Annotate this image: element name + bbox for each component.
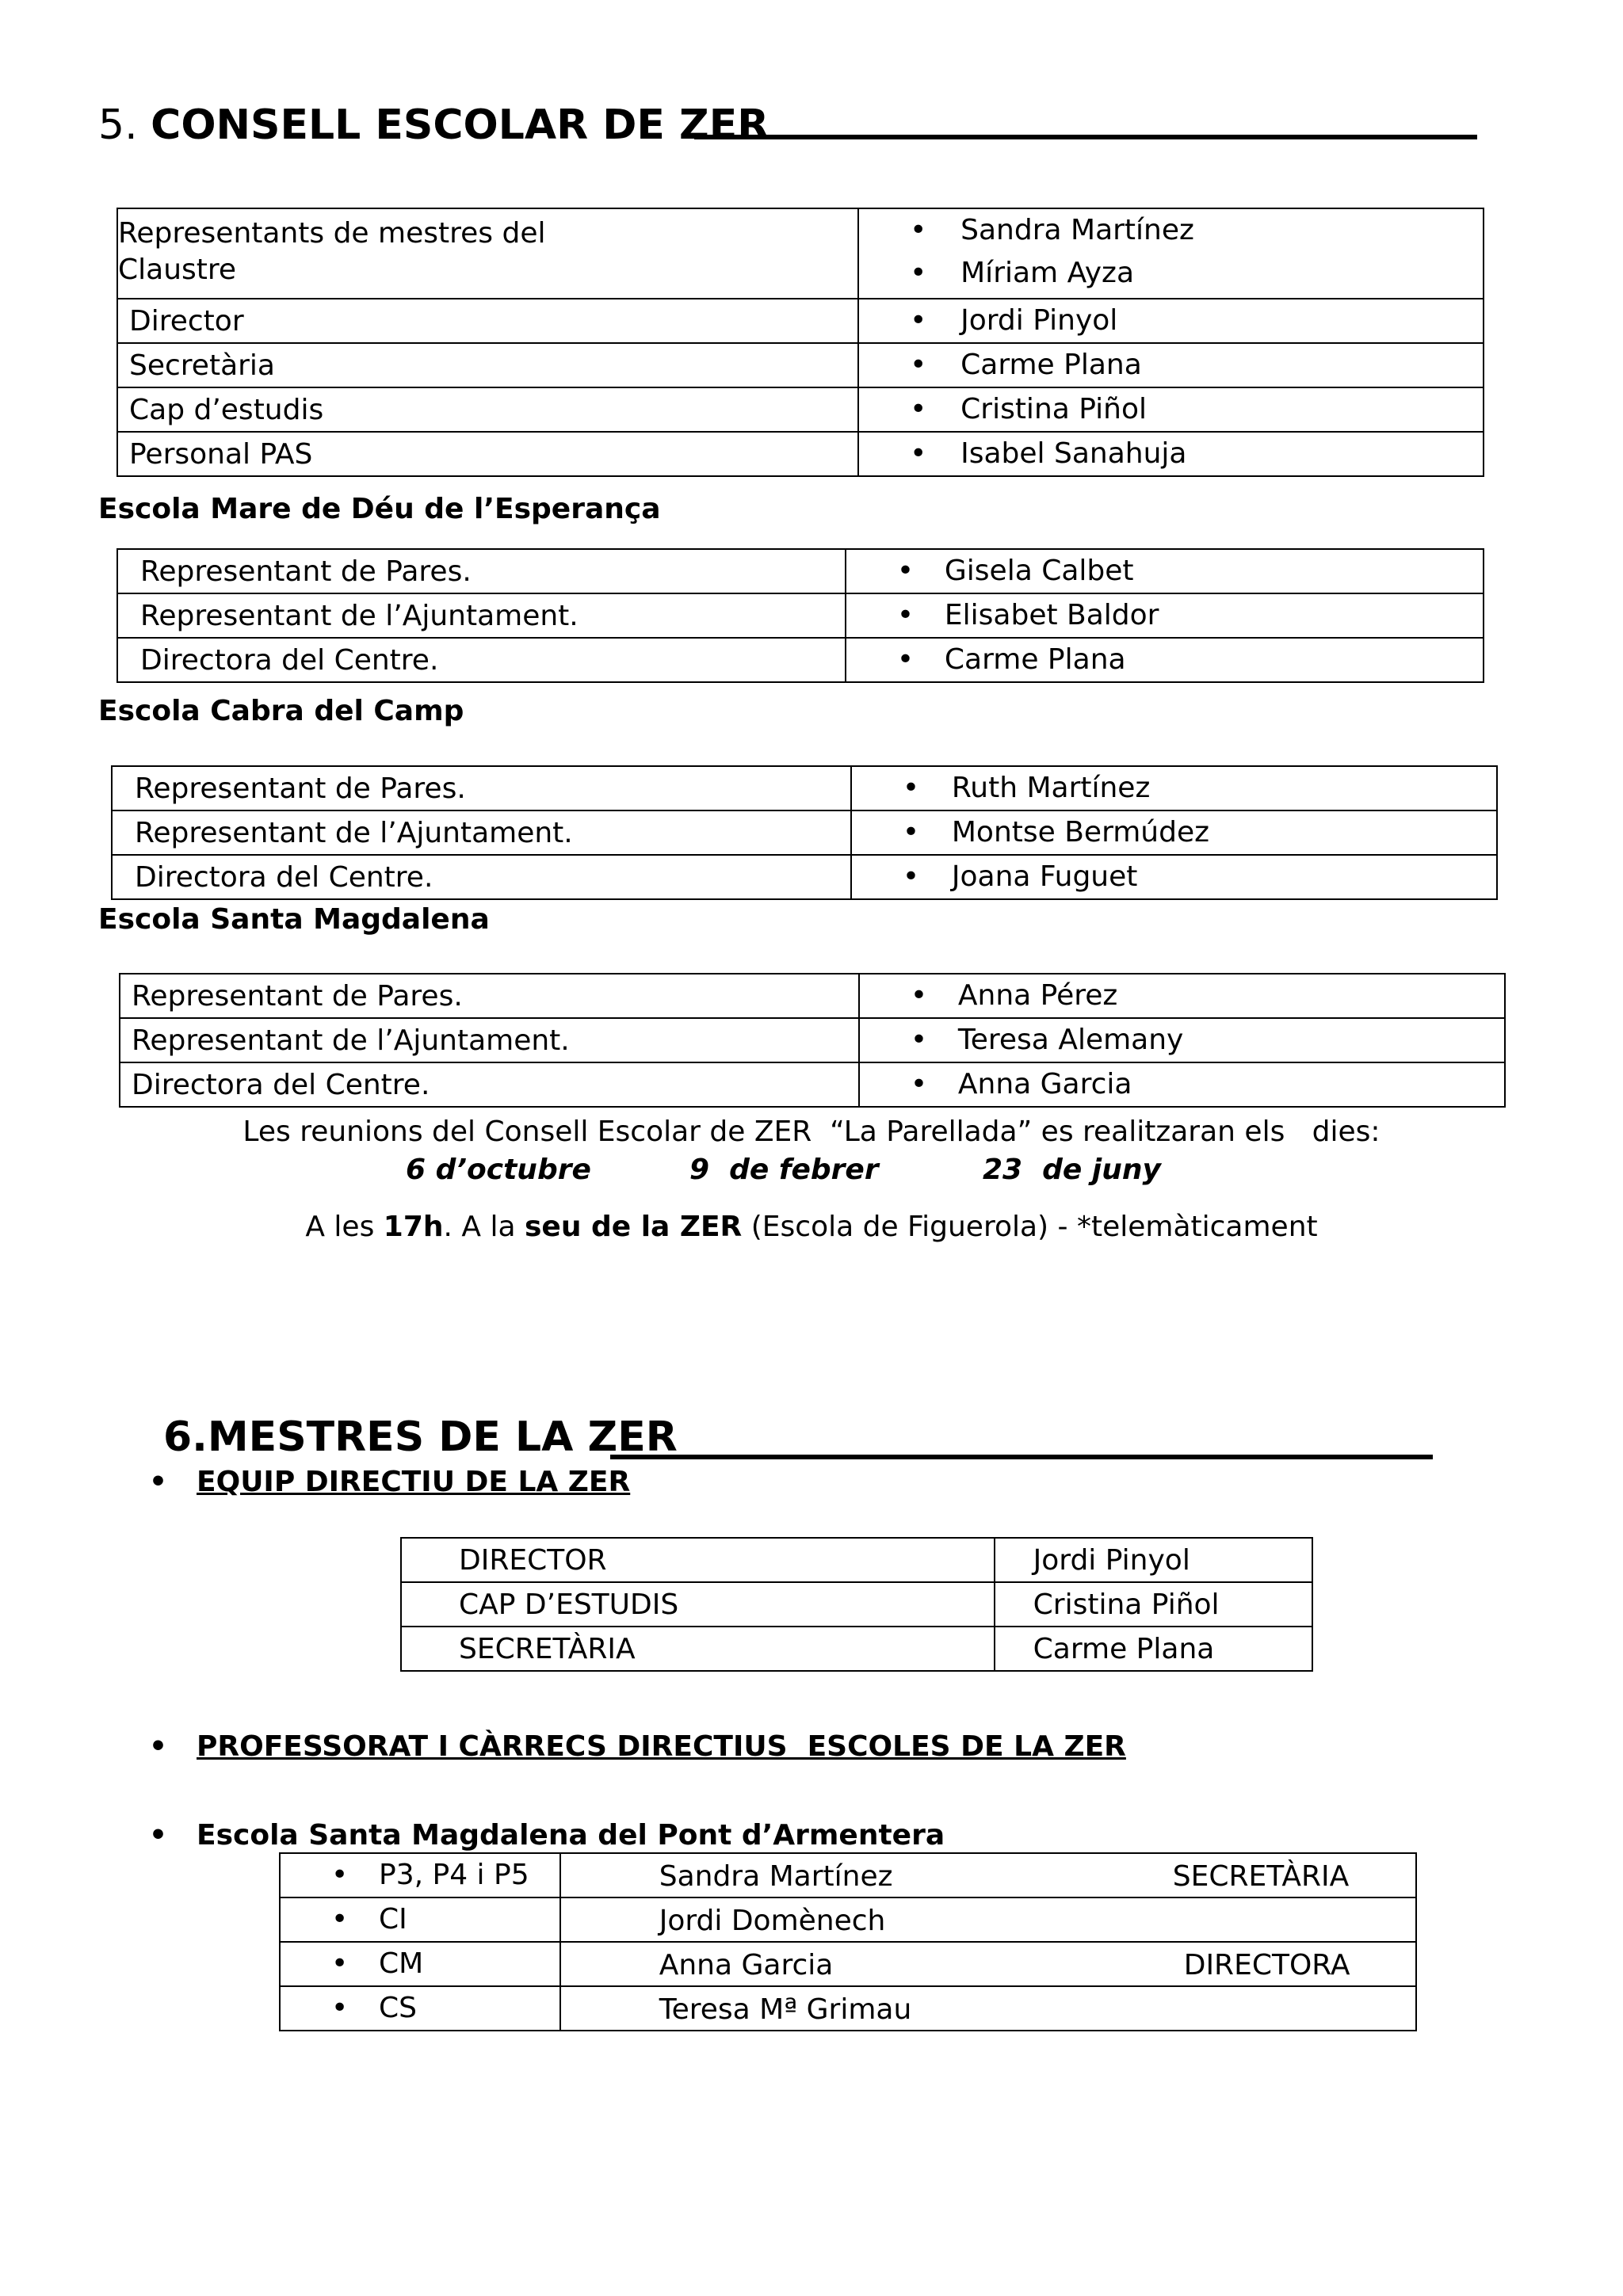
- school-council-table: [116, 548, 1484, 683]
- table-row: [401, 1627, 1312, 1671]
- section5-title: CONSELL ESCOLAR DE ZER: [151, 101, 769, 149]
- teachers-table: [279, 1852, 1417, 2031]
- teachers-school-heading: Escola Santa Magdalena del Pont d’Armentera: [197, 1819, 945, 1852]
- council-member: • Anna Garcia: [860, 1063, 1504, 1106]
- table-row: [117, 432, 1484, 476]
- bullet-icon: •: [149, 1819, 168, 1852]
- section5-heading: [98, 100, 769, 151]
- equip-name: Carme Plana: [1033, 1632, 1215, 1665]
- section6-title: 6.MESTRES DE LA ZER: [163, 1413, 678, 1461]
- teacher-level: • CI: [281, 1898, 559, 1941]
- teacher-name: Jordi Domènech: [659, 1905, 886, 1937]
- council-role: Representant de Pares.: [135, 772, 466, 805]
- table-row: [112, 855, 1497, 899]
- table-row: [401, 1538, 1312, 1582]
- teacher-name: Anna Garcia: [659, 1949, 834, 1981]
- professorat-heading-item: [149, 1730, 1126, 1763]
- council-member: • Elisabet Baldor: [846, 594, 1483, 637]
- table-row: [280, 1942, 1416, 1986]
- table-row: [120, 1062, 1505, 1107]
- council-role: Representant de Pares.: [140, 555, 472, 588]
- equip-role: CAP D’ESTUDIS: [459, 1588, 679, 1621]
- school-council-table: [119, 973, 1506, 1108]
- table-row: [117, 387, 1484, 432]
- table-row: [117, 638, 1484, 682]
- teacher-charge: DIRECTORA: [1183, 1949, 1350, 1981]
- professorat-heading: PROFESSORAT I CÀRRECS DIRECTIUS ESCOLES DE LA ZER: [197, 1730, 1126, 1763]
- meeting-time: 17h: [383, 1211, 444, 1243]
- meeting-place: seu de la ZER: [524, 1211, 743, 1243]
- council-role: Representant de l’Ajuntament.: [132, 1024, 570, 1057]
- claustre-name: • Cristina Piñol: [859, 388, 1483, 431]
- equip-name: Jordi Pinyol: [1033, 1543, 1190, 1577]
- council-member: • Joana Fuguet: [852, 856, 1496, 898]
- claustre-name: • Sandra Martínez: [859, 209, 1483, 252]
- claustre-table: [116, 208, 1484, 477]
- meeting-date: 6 d’octubre: [406, 1154, 591, 1186]
- meeting-time-place: A les 17h. A la seu de la ZER (Escola de Figuerola) - *telemàticament: [305, 1211, 1318, 1243]
- claustre-name: • Isabel Sanahuja: [859, 433, 1483, 475]
- meeting-date: 23 de juny: [983, 1154, 1161, 1186]
- table-row: [117, 299, 1484, 343]
- table-row: [112, 810, 1497, 855]
- council-role: Directora del Centre.: [140, 643, 439, 677]
- council-member: • Montse Bermúdez: [852, 811, 1496, 854]
- teacher-level: • CS: [281, 1987, 559, 2030]
- teachers-school-heading-item: [149, 1819, 945, 1852]
- council-role: Representant de Pares.: [132, 979, 463, 1013]
- section5-number: 5.: [98, 101, 138, 149]
- council-member: • Ruth Martínez: [852, 767, 1496, 810]
- equip-heading-item: [149, 1466, 631, 1498]
- council-member: • Teresa Alemany: [860, 1019, 1504, 1062]
- council-role: Directora del Centre.: [135, 860, 433, 894]
- council-member: • Anna Pérez: [860, 974, 1504, 1017]
- section5-rule: [694, 135, 1477, 139]
- teacher-name: Teresa Mª Grimau: [659, 1993, 912, 2026]
- bullet-icon: •: [149, 1466, 168, 1498]
- equip-directiu-table: [400, 1537, 1313, 1672]
- claustre-name: • Míriam Ayza: [859, 252, 1483, 295]
- equip-name: Cristina Piñol: [1033, 1588, 1220, 1621]
- teacher-level: • CM: [281, 1943, 559, 1985]
- claustre-role: Personal PAS: [129, 437, 313, 471]
- table-row: [117, 549, 1484, 593]
- claustre-role: Cap d’estudis: [129, 393, 324, 426]
- table-row: [117, 208, 1484, 299]
- school-heading: Escola Cabra del Camp: [98, 695, 464, 727]
- table-row: [117, 343, 1484, 387]
- equip-role: DIRECTOR: [459, 1543, 607, 1577]
- table-row: [117, 593, 1484, 638]
- table-row: [280, 1986, 1416, 2031]
- table-row: [401, 1582, 1312, 1627]
- school-council-table: [111, 765, 1498, 900]
- meeting-date: 9 de febrer: [689, 1154, 879, 1186]
- table-row: [280, 1853, 1416, 1897]
- school-heading: Escola Santa Magdalena: [98, 903, 490, 936]
- table-row: [120, 1018, 1505, 1062]
- equip-heading: EQUIP DIRECTIU DE LA ZER: [197, 1466, 631, 1498]
- council-role: Representant de l’Ajuntament.: [135, 816, 573, 849]
- claustre-role: Director: [129, 304, 244, 338]
- table-row: [280, 1897, 1416, 1942]
- council-member: • Carme Plana: [846, 639, 1483, 681]
- claustre-role: Secretària: [129, 349, 275, 382]
- section6-heading: [163, 1412, 678, 1463]
- table-row: [120, 974, 1505, 1018]
- council-role: Directora del Centre.: [132, 1068, 430, 1101]
- council-role: Representant de l’Ajuntament.: [140, 599, 579, 632]
- claustre-role: Representants de mestres del Claustre: [118, 217, 546, 286]
- bullet-icon: •: [149, 1730, 168, 1763]
- table-row: [112, 766, 1497, 810]
- section6-rule: [610, 1455, 1433, 1459]
- council-member: • Gisela Calbet: [846, 550, 1483, 593]
- teacher-charge: SECRETÀRIA: [1172, 1860, 1350, 1893]
- school-heading: Escola Mare de Déu de l’Esperança: [98, 493, 661, 525]
- equip-role: SECRETÀRIA: [459, 1632, 636, 1665]
- meetings-text: Les reunions del Consell Escolar de ZER “La Parellada” es realitzaran els dies:: [242, 1116, 1381, 1148]
- claustre-name: • Jordi Pinyol: [859, 299, 1483, 342]
- teacher-name: Sandra Martínez: [659, 1860, 893, 1893]
- teacher-level: • P3, P4 i P5: [281, 1854, 559, 1897]
- claustre-name: • Carme Plana: [859, 344, 1483, 387]
